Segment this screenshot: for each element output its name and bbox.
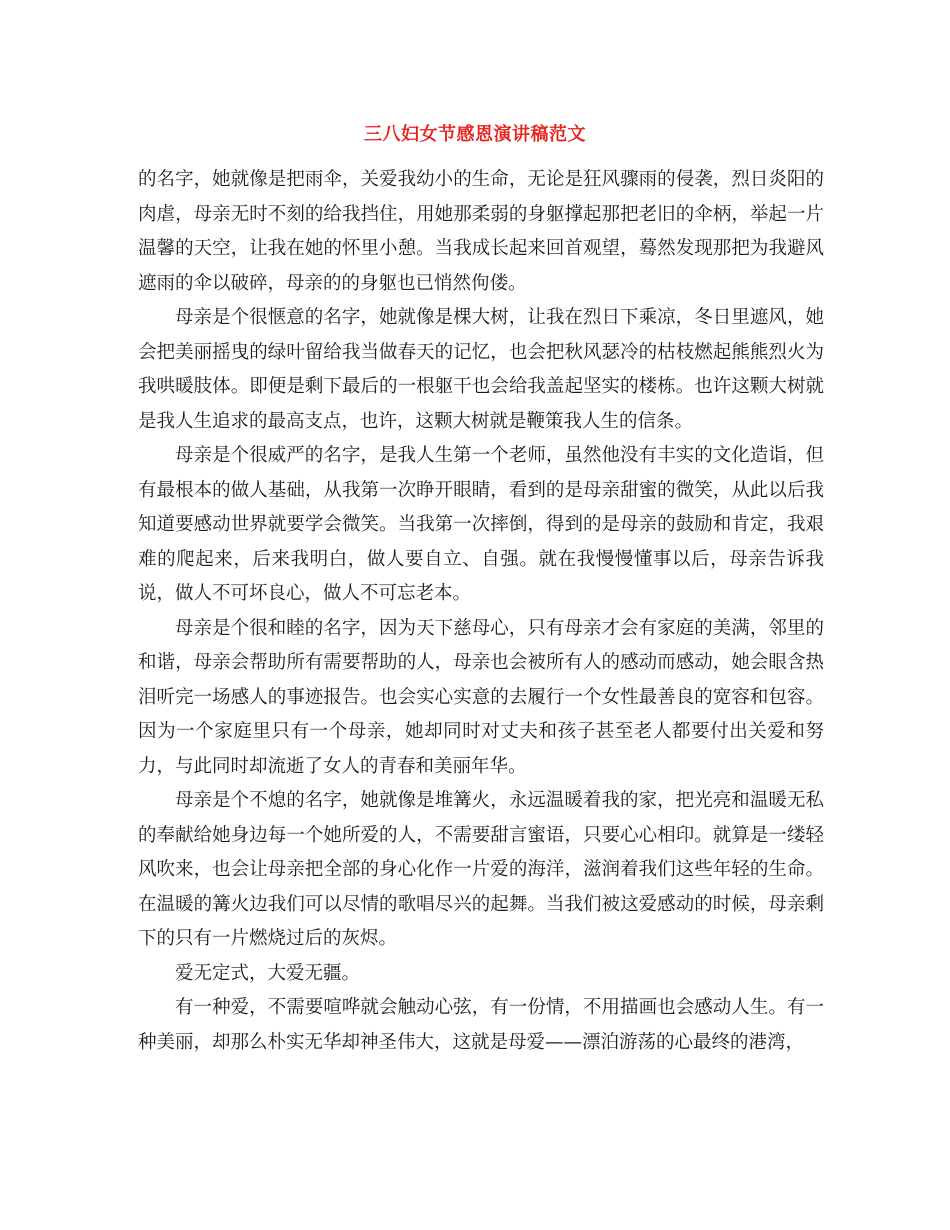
paragraph-2: 母亲是个很惬意的名字，她就像是棵大树，让我在烈日下乘凉，冬日里遮风，她会把美丽摇曳的绿叶留给我当做春天的记忆，也会把秋风瑟冷的枯枝燃起熊熊烈火为我哄暖肢体。即便是剩下最后的一根躯干也会给我盖起坚实的楼栋。也许这颗大树就是我人生追求的最高支点，也许，这颗大树就是鞭策我人生的信条。 xyxy=(138,307,824,432)
document-body xyxy=(138,163,824,1060)
paragraph-3: 母亲是个很威严的名字，是我人生第一个老师，虽然他没有丰实的文化造诣，但有最根本的做人基础，从我第一次睁开眼睛，看到的是母亲甜蜜的微笑，从此以后我知道要感动世界就要学会微笑。当我第一次摔倒，得到的是母亲的鼓励和肯定，我艰难的爬起来，后来我明白，做人要自立、自强。就在我慢慢懂事以后，母亲告诉我说，做人不可坏良心，做人不可忘老本。 xyxy=(138,445,824,604)
paragraph-1: 的名字，她就像是把雨伞，关爱我幼小的生命，无论是狂风骤雨的侵袭，烈日炎阳的肉虐，母亲无时不刻的给我挡住，用她那柔弱的身躯撑起那把老旧的伞柄，举起一片温馨的天空，让我在她的怀里小憩。当我成长起来回首观望，蓦然发现那把为我避风遮雨的伞以破碎，母亲的的身躯也已悄然佝偻。 xyxy=(138,169,824,294)
document-title: 三八妇女节感恩演讲稿范文 xyxy=(364,124,586,145)
paragraph-5: 母亲是个不熄的名字，她就像是堆篝火，永远温暖着我的家，把光亮和温暖无私的奉献给她身边每一个她所爱的人，不需要甜言蜜语，只要心心相印。就算是一缕轻风吹来，也会让母亲把全部的身心化作一片爱的海洋，滋润着我们这些年轻的生命。在温暖的篝火边我们可以尽情的歌唱尽兴的起舞。当我们被这爱感动的时候，母亲剩下的只有一片燃烧过后的灰烬。 xyxy=(138,790,824,949)
paragraph-7: 有一种爱，不需要喧哗就会触动心弦，有一份情，不用描画也会感动人生。有一种美丽，却那么朴实无华却神圣伟大，这就是母爱——漂泊游荡的心最终的港湾， xyxy=(138,997,824,1053)
paragraph-4: 母亲是个很和睦的名字，因为天下慈母心，只有母亲才会有家庭的美满，邻里的和谐，母亲会帮助所有需要帮助的人，母亲也会被所有人的感动而感动，她会眼含热泪听完一场感人的事迹报告。也会实心实意的去履行一个女性最善良的宽容和包容。因为一个家庭里只有一个母亲，她却同时对丈夫和孩子甚至老人都要付出关爱和努力，与此同时却流逝了女人的青春和美丽年华。 xyxy=(138,617,824,777)
paragraph-6: 爱无定式，大爱无疆。 xyxy=(175,962,361,984)
